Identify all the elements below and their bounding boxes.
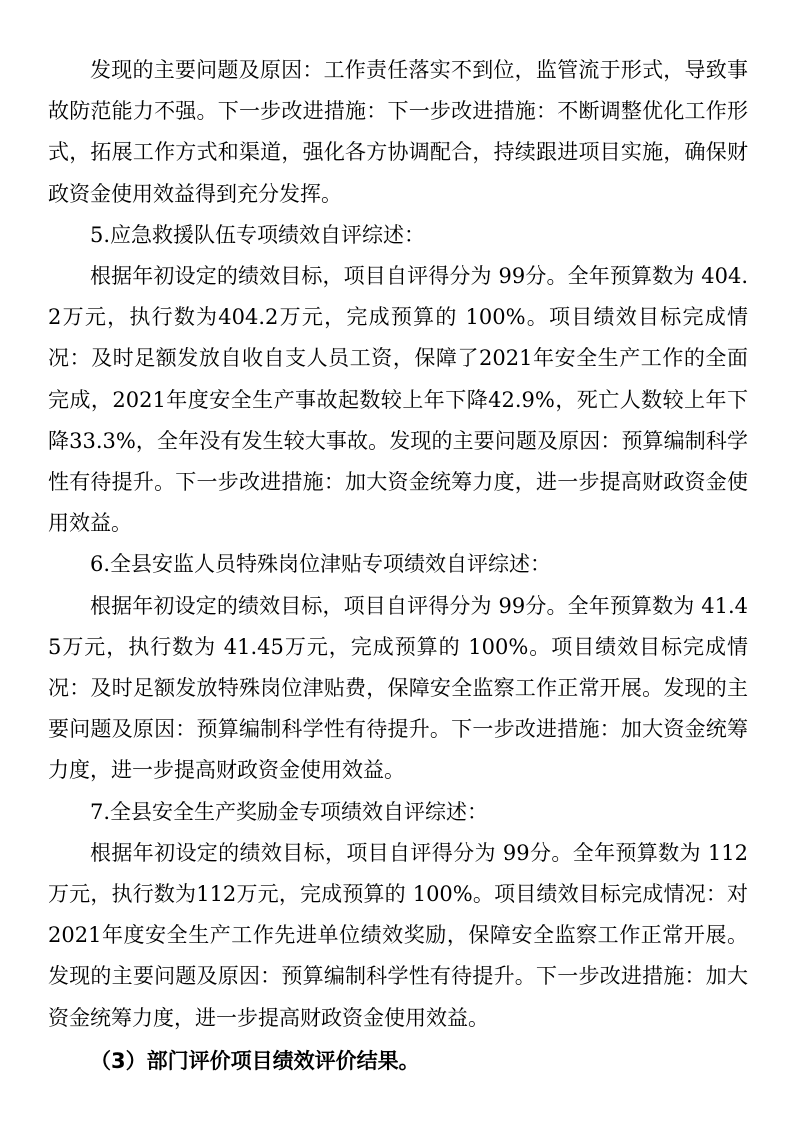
- heading-item-7: 7.全县安全生产奖励金专项绩效自评综述：: [90, 799, 489, 824]
- document-page: [48, 50, 748, 1082]
- paragraph-item-6: 根据年初设定的绩效目标，项目自评得分为 99分。全年预算数为 41.45万元，执行数为 41.45万元，完成预算的 100%。项目绩效目标完成情况：及时足额发放特殊岗位津贴费，保障安全监察工作正常开展。发现的主要问题及原因：预算编制科学性有待提升。下一步改进措施：加大资金统筹力度，进一步提高财政资金使用效益。: [48, 593, 748, 783]
- section-heading-3: （3）部门评价项目绩效评价结果。: [90, 1048, 420, 1073]
- heading-item-5: 5.应急救援队伍专项绩效自评综述：: [90, 222, 426, 247]
- heading-item-6: 6.全县安监人员特殊岗位津贴专项绩效自评综述：: [90, 552, 552, 577]
- paragraph-item-5: 根据年初设定的绩效目标，项目自评得分为 99分。全年预算数为 404.2万元，执行数为404.2万元，完成预算的 100%。项目绩效目标完成情况：及时足额发放自收自支人员工资，保障了2021年安全生产工作的全面完成，2021年度安全生产事故起数较上年下降42.9%，死亡人数较上年下降33.3%，全年没有发生较大事故。发现的主要问题及原因：预算编制科学性有待提升。下一步改进措施：加大资金统筹力度，进一步提高财政资金使用效益。: [48, 264, 748, 536]
- paragraph-item-7: 根据年初设定的绩效目标，项目自评得分为 99分。全年预算数为 112万元，执行数为112万元，完成预算的 100%。项目绩效目标完成情况：对2021年度安全生产工作先进单位绩效奖励，保障安全监察工作正常开展。发现的主要问题及原因：预算编制科学性有待提升。下一步改进措施：加大资金统筹力度，进一步提高财政资金使用效益。: [48, 840, 748, 1030]
- paragraph-problems-measures: 发现的主要问题及原因：工作责任落实不到位，监管流于形式，导致事故防范能力不强。下一步改进措施：下一步改进措施：不断调整优化工作形式，拓展工作方式和渠道，强化各方协调配合，持续跟进项目实施，确保财政资金使用效益得到充分发挥。: [48, 58, 748, 206]
